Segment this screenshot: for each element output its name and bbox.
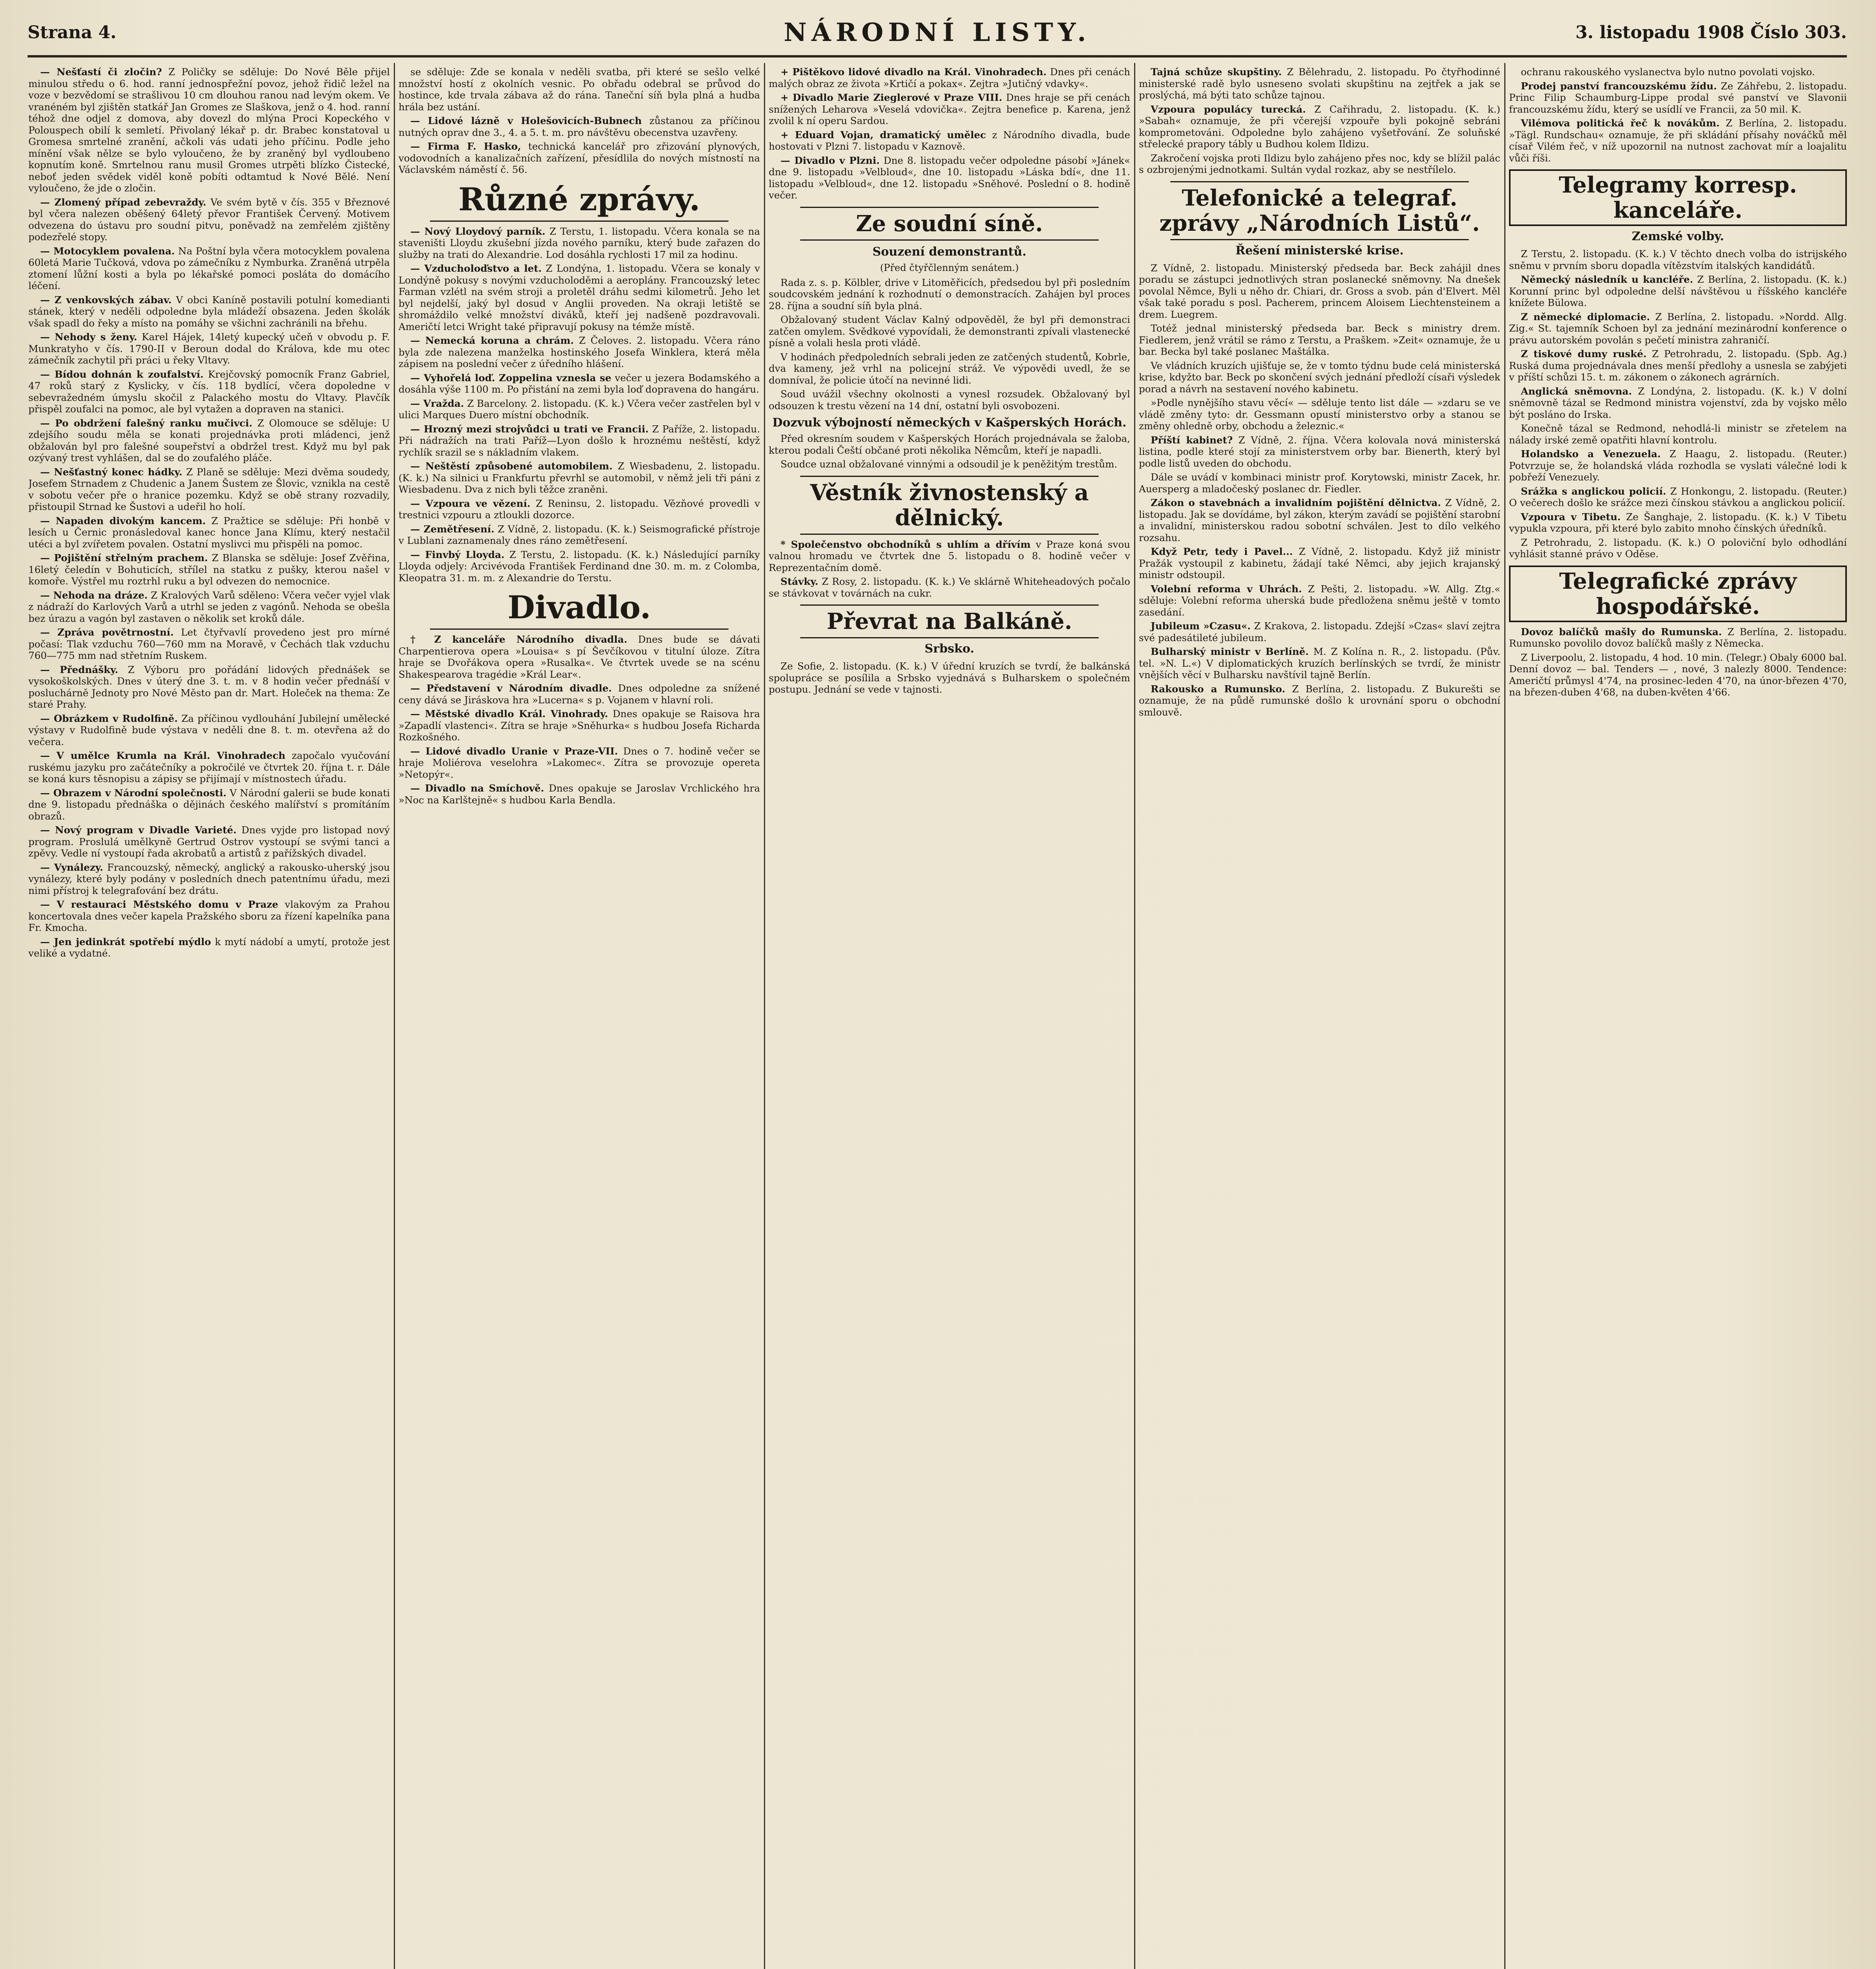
article-text: Dne 8. listopadu večer odpoledne pásobí »Jánek« dne 9. listopadu »Velbloud«, dne 10. listopadu »Láska bdí«, dne 11. listopadu »Velbloud«, dne 12. listopadu »Sněhové. Poslední o 8. hodině večer.	[769, 154, 1130, 201]
article-title: Stávky.	[780, 576, 819, 587]
col3-article1	[769, 277, 1130, 412]
article-title: — Přednášky.	[40, 664, 119, 675]
article-paragraph: Před okresním soudem v Kašperských Horách projednávala se žaloba, kterou podali Čeští občané proti několika Němcům, kteří je napadli.	[769, 433, 1130, 456]
article-text: v Praze koná svou valnou hromadu ve čtvrtek dne 5. listopadu o 8. hodině večer v Reprezentačním domě.	[769, 538, 1130, 573]
article-text: Z Kralových Varů sděleno: Včera večer vyjel vlak z nádraží do Karlových Varů a utrhl se jeden z vagónů. Nehoda se obešla bez úrazu a vagón byl zastaven o několik set kroků dále.	[28, 589, 390, 624]
article-text: Z Terstu, 1. listopadu. Včera konala se na staveništi Lloydu zkušební jízda nového parníku, který bude zařazen do služby na trati do Alexandrie. Lod dosáhla rychlosti 17 mil za hodinu.	[399, 225, 760, 260]
col2-top	[399, 66, 760, 176]
article-text: Z Olomouce se sděluje: U zdejšího soudu měla se konati projednávka proti mládenci, jenž obžalován byl pro falešné soupeřství a obdržel trest. Když mu byl pak ozývaný trest vyhlášen, dal se do zoufalého pláče.	[28, 417, 390, 464]
col2-bot	[399, 634, 760, 806]
column-3	[769, 66, 1130, 1969]
article-text: Z Cařihradu, 2. listopadu. (K. k.) »Sabah« oznamuje, že při včerejší vzpouře byli pokojně sebráni komprometováni. Odpoledne bylo zahájeno vyšetřování. Ze soluňské střelecké prapory tábly u Budhou kolem Ildizu.	[1139, 103, 1500, 150]
article-text: Z Krakova, 2. listopadu. Zdejší »Czas« slaví zejtra své padesátileté jubileum.	[1139, 620, 1500, 643]
article-text: Dnes opakuje se Raisova hra »Zapadlí vlastenci«. Zítra se hraje »Sněhurka« s hudbou Josefa Richarda Rozkošného.	[399, 708, 760, 743]
article-text: Z Výboru pro pořádání lidových přednášek se vysokoškolských. Dnes v úterý dne 3. t. m. v 8 hodin večer přednáší v posluchárně Jednoty pro Nové Město pan dr. Mart. Holeček na thema: Ze staré Prahy.	[28, 664, 390, 710]
article-paragraph	[1509, 117, 1847, 164]
article-text: Z Petrohradu, 2. listopadu. (Spb. Ag.) Ruská duma projednávala dnes menší předlohy a usnesla se zabýjeti v příští schůzi 15. t. m. zákonem o zákonech agrárních.	[1509, 348, 1847, 383]
article-title: + Eduard Vojan, dramatický umělec	[780, 129, 986, 141]
article-text: V Národní galerii se bude konati dne 9. listopadu přednáška o dějinách českého malířství s promítáním obrazů.	[28, 787, 390, 822]
col5-top	[1509, 66, 1847, 164]
article-text: Let čtyřvavlí provedeno jest pro mírné počasí: Tlak vzduchu 760—760 mm na Moravě, v Čechách tlak vzduchu 760—775 mm nad střetním Ruskem.	[28, 627, 390, 661]
article-title: — Nešťastí či zločin?	[40, 66, 162, 78]
date-issue: 3. listopadu 1908 Číslo 303.	[1575, 22, 1847, 43]
col3-mid	[769, 539, 1130, 599]
article-text: »Podle nynějšího stavu věcí« — sděluje tento list dále — »zdaru se ve vládě změny tyto: dr. Gessmann opustí ministerstvo orby a stanou se změny ohledně orby, obchodu a železnic.«	[1139, 397, 1500, 432]
article-text: Z Terstu, 2. listopadu. (K. k.) Následující parníky Lloyda odjely: Arcivévoda František Ferdinand dne 30. m. m. z Colomba, Kleopatra 31. m. m. z Alexandrie do Terstu.	[399, 549, 760, 584]
article-paragraph	[399, 226, 760, 261]
article-text: Z Barcelony. 2. listopadu. (K. k.) Včera večer zastřelen byl v ulici Marques Duero místní obchodník.	[399, 397, 760, 421]
article-paragraph	[1139, 646, 1500, 681]
article-paragraph	[1139, 497, 1500, 543]
article-text: Z Berlína, 2. listopadu. Z Bukurešti se oznamuje, že na půdě rumunské došlo k urovnání sporu o obchodní smlouvě.	[1139, 683, 1500, 718]
article-title: † Z kanceláře Národního divadla.	[410, 634, 627, 645]
article-paragraph	[399, 263, 760, 332]
page-header	[28, 18, 1847, 49]
article-text: Ze Sofie, 2. listopadu. (K. k.) V úřední kruzích se tvrdí, že balkánská spolupráce se posílila a Srbsko vyjednává s Bulharskem o společném postupu. Jednání se vede v tajnosti.	[769, 660, 1130, 695]
article-text: Z Berlína, 2. listopadu. »Tägl. Rundschau« oznamuje, že při skládání přísahy nováčků měl císař Vilém řeč, v níž upozornil na nutnost zachovat mír a loajalitu vůči říši.	[1509, 117, 1847, 164]
article-paragraph	[28, 936, 390, 959]
article-title: Německý následník u kancléře.	[1521, 274, 1693, 285]
col3-article2	[769, 433, 1130, 470]
article-title: Dovoz balíčků mašly do Rumunska.	[1521, 626, 1722, 638]
col5-mid	[1509, 248, 1847, 560]
article-text: Ze Šanghaje, 2. listopadu. (K. k.) V Tibetu vypukla vzpoura, při které bylo zabito mnoho čínských úředníků.	[1509, 511, 1847, 534]
article-title: Tajná schůze skupštiny.	[1151, 66, 1282, 78]
article-text: Dnes při cenách malých obraz ze života »Krtičí a pokax«. Zejtra »Jutičný vdavky«.	[769, 66, 1130, 89]
article-paragraph	[28, 750, 390, 785]
article-paragraph	[1139, 397, 1500, 432]
article-title: + Divadlo Marie Zieglerové v Praze VIII.	[780, 92, 1003, 103]
article-paragraph	[1509, 311, 1847, 346]
article-paragraph	[1139, 360, 1500, 395]
article-text: Z Berlína, 2. listopadu. »Nordd. Allg. Zig.« St. tajemník Schoen byl za jednání mezinárodní konference o právu autorském povolán s pečetí ministra zahraničí.	[1509, 311, 1847, 346]
article-text: Z Bělehradu, 2. listopadu. Po čtyřhodinné ministerské radě bylo usneseno svolati skupštinu na zejtřek a jak se proslýchá, má býti tato schůze tajnou.	[1139, 66, 1500, 101]
article-paragraph	[1139, 262, 1500, 321]
article-text: Dnes opakuje se Jaroslav Vrchlického hra »Noc na Karlštejně« s hudbou Karla Bendla.	[399, 782, 760, 806]
article-paragraph: V hodinách předpoledních sebrali jeden ze zatčených studentů, Kobrle, dva kameny, jež vrhl na policejní stráž. Ve výpovědi uvedl, že se domníval, že policie útočí na nevinné lidi.	[769, 351, 1130, 386]
article-text: technická kancelář pro zřizování plynových, vodovodních a kanalizačních zařízení, přesídlila do nových místností na Václavském náměstí č. 56.	[399, 141, 760, 175]
article-title: — Zlomený případ zebevraždy.	[40, 196, 206, 208]
masthead: NÁRODNÍ LISTY.	[784, 18, 1091, 47]
article-title: — Bídou dohnán k zoufalství.	[40, 368, 204, 380]
article-title: — Firma F. Hasko,	[410, 141, 521, 152]
article-paragraph	[1509, 537, 1847, 560]
article-paragraph	[28, 331, 390, 366]
article-paragraph	[28, 417, 390, 464]
article-title: — Vzducholoďstvo a let.	[410, 263, 542, 274]
article-title: Bulharský ministr v Berlíně.	[1151, 646, 1309, 657]
article-title: — Lidové divadlo Uranie v Praze-VII.	[410, 745, 618, 757]
article-title: Jubileum »Czasu«.	[1151, 620, 1251, 632]
col4-mid	[1139, 262, 1500, 718]
column-divider	[764, 63, 765, 1969]
article-paragraph	[28, 899, 390, 934]
article-title: Vilémova politická řeč k novákům.	[1521, 117, 1720, 129]
article-text: započalo vyučování ruskému jazyku pro začátečníky a pokročilé ve čtvrtek 20. října t. r. Dále se koná kurs těsnopisu a zápisy se přijímají v místnostech úřadu.	[28, 750, 390, 784]
article-paragraph	[399, 682, 760, 706]
article-paragraph	[28, 787, 390, 822]
article-paragraph	[399, 115, 760, 138]
article-paragraph	[399, 782, 760, 806]
article-text: Z Planě se sděluje: Mezi dvěma soudedy, Josefem Strnadem z Chudenic a Janem Šustem ze Šlovic, vznikla na cestě v sobotu večer pře o hranice pozemku. Když se obě strany rozvadily, přistoupil Strnad ke Šustovi a udeřil ho holí.	[28, 466, 390, 512]
article-paragraph: Rada z. s. p. Kölbler, drive v Litoměřicích, předsedou byl při posledním soudcovském jednání k rozhodnutí o demonstracích. Zahájen byl proces 28. října a soudní síň byla plná.	[769, 276, 1130, 311]
article-text: zůstanou za příčinou nutných oprav dne 3., 4. a 5. t. m. pro návštěvu obecenstva uzavřeny.	[399, 115, 760, 138]
article-paragraph	[399, 66, 760, 113]
article-title: Vzpoura populácy turecká.	[1151, 103, 1306, 115]
article-title: Zákon o stavebnách a invalidním pojištění dělnictva.	[1151, 497, 1441, 508]
article-title: — Nehody s ženy.	[40, 331, 137, 343]
article-paragraph	[1509, 248, 1847, 271]
article-title: Z německé diplomacie.	[1521, 311, 1650, 323]
article-paragraph	[1139, 546, 1500, 581]
article-text: vlakovým za Prahou koncertovala dnes večer kapela Pražského sboru za řízení kapelníka pana Fr. Kmocha.	[28, 899, 390, 933]
article-title: — Nový program v Divadle Varieté.	[40, 824, 237, 836]
article-paragraph	[1509, 652, 1847, 698]
article-title: — Finvbý Lloyda.	[410, 549, 505, 560]
col4-top	[1139, 66, 1500, 176]
article-text: Z Pražtice se sděluje: Při honbě v lesích u Černic pronásledoval kanec honce Jana Klímu, který nestačil utéci a byl zvířetem povalen. Ostatní myslivci mu přispěli na pomoc.	[28, 515, 390, 550]
article-paragraph	[1509, 626, 1847, 649]
article-text: Z Vídně, 2. listopadu. Když již ministr Pražák vystoupil z kabinetu, žádají také Němci, aby jejich krajanský ministr odstoupil.	[1139, 546, 1500, 580]
article-text: Ve vládních kruzích ujišťuje se, že v tomto týdnu bude celá ministerská krise, kdyžto bar. Beck po skončení svých jednání předloží císaři výsledek porad a návrh na sestavení nového kabinetu.	[1139, 360, 1500, 395]
article-title: — Obrázkem v Rudolfině.	[40, 712, 178, 724]
article-text: Dnes bude se dávati Charpentierova opera »Louisa« s pí Ševčíkovou v titulní úloze. Zítra hraje se Dvořákova opera »Rusalka«. Ve čtvrtek uvede se na scénu Shakespearova tragédie »Král Lear«.	[399, 634, 760, 680]
section-heading-balkan: Převrat na Balkáně. Srbsko.	[769, 604, 1130, 656]
article-paragraph	[399, 141, 760, 176]
article-paragraph	[769, 155, 1130, 201]
section-heading-ruzne: Různé zprávy.	[399, 181, 760, 222]
article-paragraph	[1139, 434, 1500, 469]
article-paragraph	[28, 664, 390, 710]
article-title: — Nemecká koruna a chrám.	[410, 335, 574, 346]
article-paragraph	[1139, 683, 1500, 718]
article-title: — Vyhořelá loď. Zoppelina vznesla se	[410, 372, 612, 384]
article-text: Z Blanska se sděluje: Josef Zvěřina, 16letý čeledín v Bohuticích, střílel na statku z pušky, kterou našel v komoře. Výstřel mu roztrhl ruku a byl odvezen do nemocnice.	[28, 552, 390, 587]
article-paragraph	[1139, 323, 1500, 358]
article-paragraph	[399, 634, 760, 680]
article-paragraph	[399, 498, 760, 521]
column-divider	[1504, 63, 1505, 1969]
column-4	[1139, 66, 1500, 1969]
article-paragraph	[1509, 448, 1847, 483]
col2-mid	[399, 226, 760, 584]
article-paragraph	[28, 713, 390, 748]
section-heading-soudni: Ze soudní síně.	[769, 207, 1130, 241]
section-heading-telefonicke: Telefonické a telegraf. zprávy „Národních Listů“. Řešení ministerské krise.	[1139, 181, 1500, 258]
article-title: — Vynálezy.	[40, 861, 104, 873]
article-text: Z Vídně, 2. listopadu. (K. k.) Seismografické přístroje v Lublani zaznamenaly dnes ráno zemětřesení.	[399, 523, 760, 546]
article-title: — Neštěstí způsobené automobilem.	[410, 460, 613, 472]
article-paragraph	[28, 590, 390, 625]
article-paragraph	[1509, 348, 1847, 383]
article-text: Ze Záhřebu, 2. listopadu. Princ Filip Schaumburg-Lippe prodal své panství ve Slavonii francouzskému žídu, který se usídlí ve Francii, za 50 mil. K.	[1509, 80, 1847, 115]
article-text: Dnes vyjde pro listopad nový program. Proslulá umělkyně Gertrud Ostrov vystoupí se svými tanci a zpěvy. Vedle ní vystoupí řada akrobatů a artistů z pařížských divadel.	[28, 824, 390, 859]
article-paragraph: Obžalovaný student Václav Kalný odpověděl, že byl při demonstraci zatčen omylem. Svědkové vypovídali, že demonstranti zpívali vlastenecké písně a volali hesla proti vládě.	[769, 314, 1130, 349]
article-paragraph	[1509, 80, 1847, 115]
col1-articles	[28, 66, 390, 959]
article-text: Totéž jednal ministerský předseda bar. Beck s ministry drem. Fiedlerem, jenž vrátil se rámo z Terstu, a Praškem. »Zeit« oznamuje, že u bar. Becka byl také poslanec Maštálka.	[1139, 323, 1500, 357]
article-paragraph	[1509, 486, 1847, 509]
article-paragraph	[28, 197, 390, 243]
header-rule	[28, 55, 1847, 57]
article-text: Z Vídně, 2. listopadu. Jak se dovídáme, byl zákon, kterým zavádí se pojištění starobní a invalidní, ministerskou radou sobotní schválen. Jest to dílo velkého rozsahu.	[1139, 497, 1500, 543]
article-text: Z Petrohradu, 2. listopadu. (K. k.) O poloviční bylo odhodlání vyhlásit stanné právo v Oděse.	[1509, 536, 1847, 560]
article-title: — Divadlo na Smíchově.	[410, 782, 544, 794]
article-text: M. Z Kolína n. R., 2. listopadu. (Pův. tel. »N. L.«) V diplomatických kruzích berlínských se tvrdí, že ministr vnějších věcí v Bulharsku navštívil tajně Berlín.	[1139, 646, 1500, 680]
article-paragraph	[1509, 386, 1847, 421]
article-text: Z Honkongu, 2. listopadu. (Reuter.) O večerech došlo ke srážce mezi čínskou stávkou a anglickou policií.	[1509, 485, 1847, 508]
article-paragraph	[28, 627, 390, 662]
article-text: večer u jezera Bodamského a dosáhla výše 1100 m. Po přistání na zemi byla loď dopravena do hangáru.	[399, 372, 760, 395]
article-title: Když Petr, tedy i Pavel...	[1151, 546, 1293, 557]
column-5	[1509, 66, 1847, 1969]
column-2	[399, 66, 760, 1969]
article-paragraph	[28, 294, 390, 329]
page-number: Strana 4.	[28, 22, 117, 43]
article-title: — V umělce Krumla na Král. Vinohradech	[40, 750, 285, 761]
article-paragraph	[769, 539, 1130, 574]
article-text: Z Vídně, 2. listopadu. Ministerský předseda bar. Beck zahájil dnes poradu se zástupci jednotlivých stran poslanecké sněmovny. Na dnešek povolal Němce, Byli u něho dr. Chiari, dr. Gross a svob. pán d'Elvert. Měl však také poradu s posl. Pacherem, princem Aloisem Liechtensteinem a drem. Luegrem.	[1139, 262, 1500, 320]
article-title: — Vzpoura ve vězení.	[410, 497, 530, 509]
article-paragraph	[1139, 66, 1500, 101]
article-text: ochranu rakouského vyslanectva bylo nutno povolati vojsko.	[1521, 66, 1815, 78]
article-paragraph	[1139, 583, 1500, 618]
article-paragraph	[399, 398, 760, 421]
article-text: Francouzský, německý, anglický a rakousko-uherský jsou vynálezy, které byly podány v posledních dnech patentnímu úřadu, mezi nimi přístroj k telegrafování bez drátu.	[28, 861, 390, 896]
article-title: — Zemětřesení.	[410, 523, 495, 535]
article-paragraph	[399, 708, 760, 743]
article-title: — Městské divadlo Král. Vinohrady.	[410, 708, 608, 719]
article-title: Vzpoura v Tibetu.	[1521, 511, 1621, 523]
article-paragraph	[399, 372, 760, 395]
article-paragraph	[399, 745, 760, 781]
article-paragraph	[769, 576, 1130, 599]
article-paragraph	[28, 245, 390, 292]
article-paragraph	[399, 523, 760, 547]
article-paragraph	[1509, 274, 1847, 309]
article-text: Z Londýna, 1. listopadu. Včera se konaly v Londýně pokusy s novými vzducholoděmi a aeroplány. Francouzský letec Farman vzlétl na svém stroji a proletěl dráhu sedmi kilometrů. Jeho let byl nejdelší, jaký byl dosud v Anglii proveden. Na okraji letiště se shromáždilo velké množství diváků, kteří jej nadšeně pozdravovali. Američtí letci Wright také připravují pokusy na témže místě.	[399, 263, 760, 332]
article-text: k mytí nádobí a umytí, protože jest veliké a vydatné.	[28, 936, 390, 959]
article-title: Dozvuk výbojností německých v Kašperských Horách.	[772, 416, 1127, 430]
section-heading-divadlo: Divadlo.	[399, 589, 760, 630]
article-text: Z Paříže, 2. listopadu. Při nádražích na trati Paříž—Lyon došlo k hroznému neštěstí, když rychlík srazil se s nákladním vlakem.	[399, 423, 760, 458]
article-text: Zakročení vojska proti Ildizu bylo zahájeno přes noc, kdy se blížil palác s ozbrojenými jednotkami. Sultán vydal rozkaz, aby se nestřílelo.	[1139, 152, 1500, 175]
article-text: Dnes hraje se při cenách snížených Leharova »Veselá vdovička«. Zejtra benefice p. Karena, jenž zvolil k ní operu Sardou.	[769, 92, 1130, 126]
article-paragraph	[28, 369, 390, 415]
article-title: — Představení v Národním divadle.	[410, 682, 612, 694]
column-1	[28, 66, 390, 1969]
article-text: Z Rosy, 2. listopadu. (K. k.) Ve sklárně Whiteheadových počalo se stávkovat v továrnách na cukr.	[769, 576, 1130, 599]
article-paragraph	[769, 92, 1130, 127]
article-title: — Nešťastný konec hádky.	[40, 466, 183, 478]
column-divider	[394, 63, 395, 1969]
article-text: Z Terstu, 2. listopadu. (K. k.) V těchto dnech volba do istrijského sněmu v prvním sboru dopadla vítězstvím italských kandidátů.	[1509, 248, 1847, 271]
article-paragraph	[399, 549, 760, 584]
article-title: — Napaden divokým kancem.	[40, 515, 206, 527]
article-title: — Jen jedinkrát spotřebí mýdlo	[40, 936, 211, 947]
article-paragraph	[28, 515, 390, 550]
col5-bot	[1509, 626, 1847, 698]
article-title: — Vražda.	[410, 397, 464, 409]
article-title: Souzení demonstrantů.	[872, 245, 1027, 259]
article-text: Z Vídně, 2. října. Včera kolovala nová ministerská listina, podle které stojí za ministerstvem orby bar. Bienerth, který byl podle listů uveden do obchodu.	[1139, 434, 1500, 469]
article-title: — Nový Lloydový parník.	[410, 225, 545, 237]
article-title: — Nehoda na dráze.	[40, 589, 148, 601]
article-title: — Hrozný mezi strojvůdci u trati ve Francii.	[410, 423, 649, 435]
article-text: Z Londýna, 2. listopadu. (K. k.) V dolní sněmovně tázal se Redmond ministra vojenství, zda by vojsko mělo být posláno do Irska.	[1509, 385, 1847, 420]
article-title: — Zpráva povětrnostní.	[40, 627, 174, 638]
article-subtitle: (Před čtyřčlenným senátem.)	[880, 262, 1019, 273]
article-title: Srážka s anglickou policií.	[1521, 485, 1667, 497]
article-text: Z Berlína, 2. listopadu. Rumunsko povolilo dovoz balíčků mašly z Německa.	[1509, 626, 1847, 649]
article-title: Holandsko a Venezuela.	[1521, 448, 1661, 460]
article-text: z Národního divadla, bude hostovati v Plzni 7. listopadu v Kaznově.	[769, 129, 1130, 152]
article-text: se sděluje: Zde se konala v neděli svatba, při které se sešlo velké množství hostí z okolních vesnic. Po obřadu odebral se průvod do hostince, kde trvala zábava až do rána. Taneční síň byla plná a hudba hrála bez ustání.	[399, 66, 760, 113]
article-text: Krejčovský pomocník Franz Gabriel, 47 roků starý z Kyslicky, v čís. 118 bydlící, včera dopoledne v sebevražedném úmyslu skočil z Palackého mostu do Vltavy. Plavčík přispěl zoufalci na pomoc, ale byl vytažen a dopraven na stanici.	[28, 368, 390, 415]
article-text: Z Čeloves. 2. listopadu. Včera ráno byla zde nalezena manželka hostinského Josefa Winklera, která měla zápisem na poslední večer z úředního hlášení.	[399, 335, 760, 369]
article-text: Na Poštní byla včera motocyklem povalena 60letá Marie Tučková, vdova po zámečníku z Nymburka. Zraněná utrpěla ztomení lůžní kosti a byla po lékařské pomoci posláta do domácího léčení.	[28, 245, 390, 291]
article-title: Volební reforma v Uhrách.	[1151, 583, 1302, 595]
article-text: Ve svém bytě v čís. 355 v Březnové byl včera nalezen oběšený 64letý převor František Červený. Motivem odvezena do ústavu pro soudní pitvu, poněvadž na zemřelém zjištěny podezřelé stopy.	[28, 196, 390, 243]
article-paragraph: Soudce uznal obžalované vinnými a odsoudil je k peněžitým trestům.	[780, 458, 1118, 470]
article-paragraph	[1139, 471, 1500, 495]
article-title: Anglická sněmovna.	[1521, 385, 1632, 397]
article-title: — Motocyklem povalena.	[40, 245, 175, 257]
section-heading-vestnik: Věstník živnostenský a dělnický.	[769, 476, 1130, 535]
article-text: Z Liverpoolu, 2. listopadu, 4 hod. 10 min. (Telegr.) Obaly 6000 bal. Denní dovoz — bal. Tenders — , nové, 3 nalezly 8000. Tendence: Američtí průmysl 4'74, na prosinec-leden 4'70, na únor-březen 4'70, na březen-duben 4'68, na duben-květen 4'66.	[1509, 651, 1847, 698]
article-text: Z Poličky se sděluje: Do Nové Běle přijel minulou středu o 6. hod. ranní jednospřežní povoz, jehož řidič ležel na voze v bezvědomí se strašlivou 10 cm dlouhou ranou nad levým okem. Ve vranéném byl zjištěn statkář Jan Gromes ze Slaškova, jenž o 4. hod. ranní téhož dne odjel z domova, aby dovezl do mlýna Proci Kopeckého v Polouspech obilí k semletí. Přivolaný lékař p. dr. Brabec konstatoval u Gromesa smrtelné zranění, ačkoli vás udati jeho příčinu. Podle jeho mínění však nělze se bylo vyloučeno, že by zraněný byl vydloubeno kopnutím koně. Smrtelnou ranu musil Gromes utrpěti blízko Čistecké, neboť jeden svědek viděl koně pobíti odtamtud k Nové Bělé. Není vyloučeno, že jde o zločin.	[28, 66, 390, 194]
article-paragraph	[1139, 152, 1500, 176]
section-heading-telegramy: Telegramy korresp. kanceláře. Zemské volby.	[1509, 169, 1847, 244]
section-heading-hospodarske: Telegrafické zprávy hospodářské.	[1509, 565, 1847, 622]
article-paragraph	[769, 129, 1130, 152]
article-title: — V restauraci Městského domu v Praze	[40, 899, 278, 910]
article-text: Dnes o 7. hodině večer se hraje Moliérova veselohra »Lakomec«. Zítra se provozuje opereta »Netopýr«.	[399, 745, 760, 780]
article-text: V obci Kaníně postavili potulní komedianti stánek, který v neděli odpoledne byla mládeží obsazena. Jeden školák však spadl do řeky a místo na pomáhy se všichni zachránili na břehu.	[28, 294, 390, 329]
article-paragraph: Soud uvážil všechny okolnosti a vynesl rozsudek. Obžalovaný byl odsouzen k trestu vězení na 14 dní, ostatní byli osvobozeni.	[769, 388, 1130, 412]
article-paragraph	[28, 862, 390, 897]
article-title: + Pištěkovo lidové divadlo na Král. Vinohradech.	[780, 66, 1047, 78]
article-text: Dále se uvádí v kombinaci ministr prof. Korytowski, ministr Zacek, hr. Auersperg a mladočeský poslanec dr. Fiedler.	[1139, 471, 1500, 495]
article-title: — Po obdržení falešný ranku mučivci.	[40, 417, 252, 429]
article-text: Za příčinou vydlouhání Jubilejní umělecké výstavy v Rudolfině bude výstava v neděli dne 8. t. m. otevřena až do večera.	[28, 712, 390, 747]
article-title: * Společenstvo obchodníků s uhlím a dřívím	[780, 538, 1031, 550]
article-title: Příští kabinet?	[1151, 434, 1233, 446]
article-title: — Pojištění střelným prachem.	[40, 552, 208, 564]
article-paragraph	[769, 660, 1130, 695]
article-text: Z Haagu, 2. listopadu. (Reuter.) Potvrzuje se, že holandská vláda rozhodla se vyslati válečné lodi k pobřeží Venezuely.	[1509, 448, 1847, 483]
article-text: Z Berlína, 2. listopadu. (K. k.) Korunní princ byl odpoledne delší návštěvou u říšského kancléře knížete Bülowa.	[1509, 274, 1847, 308]
article-title: — Obrazem v Národní společnosti.	[40, 787, 227, 799]
article-title: — Z venkovských zábav.	[40, 294, 172, 306]
article-paragraph	[28, 466, 390, 513]
article-paragraph	[1139, 104, 1500, 150]
article-paragraph	[1509, 66, 1847, 78]
article-paragraph	[28, 66, 390, 194]
article-title: Prodej panství francouzskému žídu.	[1521, 80, 1717, 92]
column-divider	[1134, 63, 1135, 1969]
article-paragraph	[399, 460, 760, 495]
article-title: Rakousko a Rumunsko.	[1151, 683, 1285, 695]
article-title: Z tiskové dumy ruské.	[1521, 348, 1647, 360]
article-paragraph	[769, 66, 1130, 89]
article-text: Z Reninsu, 2. listopadu. Vězňové provedli v trestnici vzpouru a ztloukli dozorce.	[399, 497, 760, 521]
article-paragraph	[399, 423, 760, 458]
article-paragraph	[1509, 511, 1847, 534]
article-text: Z Pešti, 2. listopadu. »W. Allg. Ztg.« sděluje: Volební reforma uherská bude předložena sněmu ještě v tomto zasedání.	[1139, 583, 1500, 618]
article-paragraph	[399, 335, 760, 370]
article-paragraph	[28, 552, 390, 587]
col3-top	[769, 66, 1130, 201]
article-title: — Lidové lázně v Holešovicích-Bubnech	[410, 115, 642, 126]
article-paragraph	[28, 824, 390, 859]
article-title: — Divadlo v Plzni.	[780, 154, 880, 166]
col3-bot	[769, 660, 1130, 695]
article-text: Konečně tázal se Redmond, nehodlá-li ministr se zřetelem na nálady irské země opatřiti hlavní kontrolu.	[1509, 423, 1847, 446]
article-paragraph	[1509, 423, 1847, 446]
article-text: Dnes odpoledne za snížené ceny dává se Jiráskova hra »Lucerna« s p. Vojanem v hlavní roli.	[399, 682, 760, 706]
article-paragraph	[1139, 620, 1500, 643]
article-text: Karel Hájek, 14letý kupecký učeň v obvodu p. F. Munkratyho v čís. 1790-II v Beroun dodal do Králova, kde mu otec zámečník zachytil při práci u řeky Vltavy.	[28, 331, 390, 366]
article-text: Z Wiesbadenu, 2. listopadu. (K. k.) Na silnici u Frankfurtu převrhl se automobil, v němž jeli tři páni z Wiesbadenu. Dva z nich byli těžce zraněni.	[399, 460, 760, 495]
